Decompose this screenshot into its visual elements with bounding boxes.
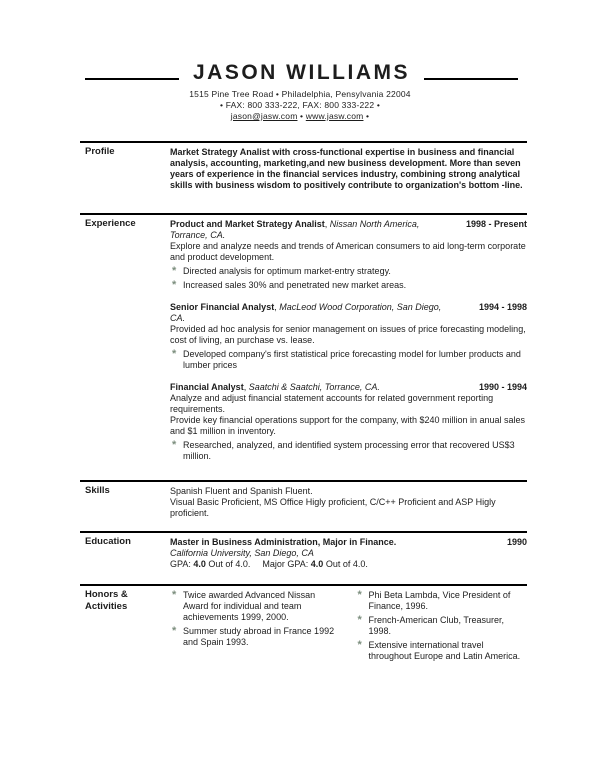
major-gpa-rest: Out of 4.0. — [325, 559, 368, 569]
honors-bullet-item — [170, 590, 342, 623]
resume-header — [0, 0, 600, 122]
job-title-separator: , — [274, 302, 280, 312]
job-bullet-item — [170, 349, 527, 371]
job-company: Nissan North America, Torrance, CA. — [170, 219, 420, 240]
job-title-separator: , — [243, 382, 249, 392]
honors-bullet-text: Phi Beta Lambda, Vice President of Finance, 1996. — [368, 590, 511, 611]
skills-line: Spanish Fluent and Spanish Fluent. — [170, 486, 313, 496]
gpa-value: 4.0 — [193, 559, 206, 569]
honors-right-column — [356, 590, 528, 662]
asterisk-bullet-icon: * — [357, 614, 362, 626]
job-company: MacLeod Wood Corporation, San Diego, CA. — [170, 302, 442, 323]
asterisk-bullet-icon: * — [172, 625, 177, 637]
gpa-label: GPA: — [170, 559, 191, 569]
asterisk-bullet-icon: * — [172, 439, 177, 451]
job-entry-saatchi — [170, 382, 527, 462]
honors-bullet-item — [356, 640, 528, 662]
job-bullet-text: Increased sales 30% and penetrated new market areas. — [183, 280, 407, 290]
job-bullet-list — [170, 266, 527, 291]
profile-section-body — [170, 143, 527, 213]
asterisk-bullet-icon: * — [172, 589, 177, 601]
job-entry-macleod — [170, 302, 527, 371]
contact-trailing-mark: • — [366, 111, 370, 121]
website-link[interactable]: www.jasw.com — [305, 111, 364, 121]
education-dates: 1990 — [506, 537, 527, 547]
job-description: Analyze and adjust financial statement accounts for related government reporting requirements. — [170, 393, 494, 414]
job-description: Provide key financial operations support for the company, with $240 million in anual sales and $1 million in inventory. — [170, 415, 526, 436]
asterisk-bullet-icon: * — [172, 348, 177, 360]
profile-text: Market Strategy Analist with cross-functional expertise in business and financial analysis, accounting, marketing,and new business development. More than seven years of experience in the financial services industry, combining strong analytical skills with business wisdom to positively contribute to organization's bottom -line. — [170, 147, 523, 190]
address-line-1: 1515 Pine Tree Road • Philadelphia, Pensylvania 22004 — [189, 89, 411, 99]
section-honors-activities — [80, 584, 527, 662]
candidate-name: JASON WILLIAMS — [193, 61, 410, 84]
job-entry-nissan — [170, 219, 527, 291]
job-bullet-text: Directed analysis for optimum market-entry strategy. — [183, 266, 391, 276]
job-dates: 1998 - Present — [465, 219, 527, 229]
honors-bullet-item — [356, 615, 528, 637]
title-rule-right — [424, 78, 518, 80]
job-dates: 1990 - 1994 — [478, 382, 527, 392]
major-gpa-label: Major GPA: — [262, 559, 309, 569]
job-description: Provided ad hoc analysis for senior management on issues of price forecasting modeling, cost of living, an purchase vs. lease. — [170, 324, 526, 345]
education-school: California University, San Diego, CA — [170, 548, 314, 558]
job-bullet-list — [170, 349, 527, 371]
education-entry — [170, 537, 527, 570]
job-title-separator: , — [324, 219, 330, 229]
education-section-label: Education — [85, 536, 131, 547]
skills-section-label: Skills — [85, 485, 110, 496]
asterisk-bullet-icon: * — [172, 265, 177, 277]
job-description: Explore and analyze needs and trends of American consumers to aid long-term corporate and product development. — [170, 241, 526, 262]
job-title: Product and Market Strategy Analist — [170, 219, 325, 229]
section-experience — [80, 213, 527, 480]
honors-section-body — [170, 586, 527, 662]
job-title: Financial Analyst — [170, 382, 244, 392]
honors-bullet-list — [170, 590, 342, 648]
job-bullet-item — [170, 440, 527, 462]
gpa-rest: Out of 4.0. — [208, 559, 251, 569]
honors-bullet-text: French-American Club, Treasurer, 1998. — [368, 615, 505, 636]
job-dates: 1994 - 1998 — [478, 302, 527, 312]
email-link[interactable]: jason@jasw.com — [230, 111, 298, 121]
job-company: Saatchi & Saatchi, Torrance, CA. — [248, 382, 380, 392]
job-bullet-item — [170, 266, 527, 277]
job-bullet-text: Developed company's first statistical price forecasting model for lumber products and lumber prices — [183, 349, 521, 370]
job-bullet-item — [170, 280, 527, 291]
section-education — [80, 531, 527, 584]
job-heading — [170, 219, 442, 241]
honors-bullet-item — [170, 626, 342, 648]
section-skills — [80, 480, 527, 531]
honors-columns — [170, 590, 527, 662]
job-title: Senior Financial Analyst — [170, 302, 275, 312]
contact-separator-1: • — [300, 111, 304, 121]
honors-bullet-list — [356, 590, 528, 662]
job-bullet-list — [170, 440, 527, 462]
job-bullet-text: Researched, analyzed, and identified system processing error that recovered US$3 million. — [183, 440, 515, 461]
job-heading — [170, 382, 442, 393]
honors-bullet-text: Extensive international travel throughout Europe and Latin America. — [368, 640, 521, 661]
job-heading — [170, 302, 442, 324]
honors-bullet-item — [356, 590, 528, 612]
profile-section-label: Profile — [85, 146, 115, 157]
honors-bullet-text: Twice awarded Advanced Nissan Award for individual and team achievements 1999, 2000. — [183, 590, 316, 622]
education-gpa-line — [170, 559, 527, 570]
asterisk-bullet-icon: * — [172, 279, 177, 291]
asterisk-bullet-icon: * — [357, 589, 362, 601]
experience-section-label: Experience — [85, 218, 136, 229]
skills-section-body — [170, 482, 527, 531]
experience-section-body — [170, 215, 527, 480]
honors-left-column — [170, 590, 356, 662]
skills-line: Visual Basic Proficient, MS Office Higly proficient, C/C++ Proficient and ASP Higly proficient. — [170, 497, 496, 518]
section-profile — [80, 141, 527, 213]
honors-bullet-text: Summer study abroad in France 1992 and Spain 1993. — [183, 626, 335, 647]
honors-section-label: Honors & Activities — [85, 589, 128, 612]
address-line-2: • FAX: 800 333-222, FAX: 800 333-222 • — [219, 100, 381, 110]
name-row — [85, 62, 518, 84]
major-gpa-value: 4.0 — [310, 559, 324, 569]
title-rule-left — [85, 78, 179, 80]
contact-line — [0, 111, 600, 122]
education-degree: Master in Business Administration, Major in Finance. — [170, 537, 397, 547]
asterisk-bullet-icon: * — [357, 639, 362, 651]
education-section-body — [170, 533, 527, 584]
